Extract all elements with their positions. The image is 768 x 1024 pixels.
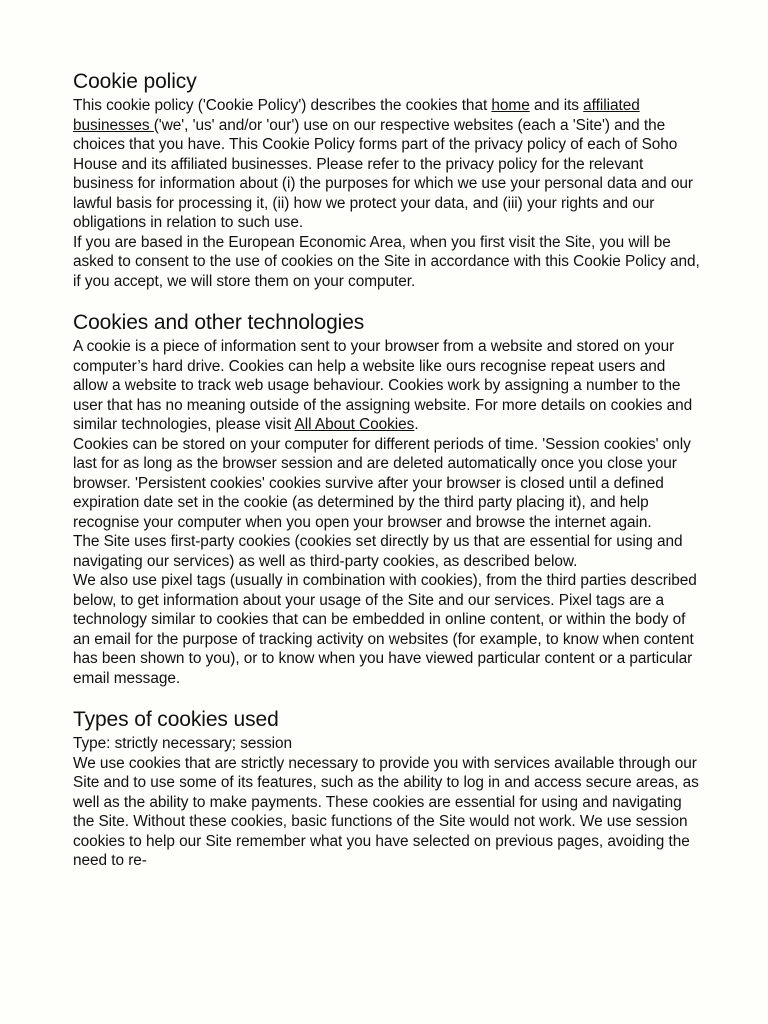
cookie-type-line: Type: strictly necessary; session [73,735,293,752]
home-link[interactable]: home [491,97,530,114]
cookies-tech-paragraph-3: The Site uses first-party cookies (cookies set directly by us that are essential for using and navigating our services) as well as third-party cookies, as described below. [73,533,683,570]
text-span: A cookie is a piece of information sent to your browser from a website and stored on your computer’s hard drive. Cookies can help a website like ours recognise repeat users and allow a website to track web usage behaviour. Cookies work by assigning a number to the user that has no meaning outside of the assigning website. For more details on cookies and similar technologies, please visit [73,338,693,433]
affiliated-businesses-link[interactable]: affiliated businesses [73,97,640,134]
heading-types-of-cookies-used: Types of cookies used [73,708,279,731]
all-about-cookies-link[interactable]: All About Cookies [294,416,415,433]
cookies-tech-paragraph-1 [73,337,703,435]
document-page [73,68,703,871]
text-span: ('we', 'us' and/or 'our') use on our respective websites (each a 'Site') and the choices that you have. This Cookie Policy forms part of the privacy policy of each of Soho House and its affiliated businesses. Please refer to the privacy policy for the relevant business for information about (i) the purposes for which we use your personal data and our lawful basis for processing it, (ii) how we protect your data, and (iii) your rights and our obligations in relation to such use. [73,116,693,231]
section-types-of-cookies-used [73,706,703,871]
cookie-policy-paragraph-1 [73,96,703,233]
heading-cookie-policy: Cookie policy [73,70,197,93]
section-cookie-policy [73,68,703,291]
text-span: . [414,416,419,433]
cookie-policy-paragraph-2: If you are based in the European Economic Area, when you first visit the Site, you will be asked to consent to the use of cookies on the Site in accordance with this Cookie Policy and, if you accept, we will store them on your computer. [73,233,700,290]
heading-cookies-and-other-technologies: Cookies and other technologies [73,311,365,334]
types-used-paragraph-1: We use cookies that are strictly necessary to provide you with services available through our Site and to use some of its features, such as the ability to log in and access secure areas, as well as the ability to make payments. These cookies are essential for using and navigating the Site. Without these cookies, basic functions of the Site would not work. We use session cookies to help our Site remember what you have selected on previous pages, avoiding the need to re- [73,754,699,869]
text-span: This cookie policy ('Cookie Policy') describes the cookies that [73,97,492,114]
text-span: and its [529,97,584,114]
cookies-tech-paragraph-2: Cookies can be stored on your computer for different periods of time. 'Session cookies' only last for as long as the browser session and are deleted automatically once you close your browser. 'Persistent cookies' cookies survive after your browser is closed until a defined expiration date set in the cookie (as determined by the third party placing it), and help recognise your computer when you open your browser and browse the internet again. [73,435,691,531]
section-cookies-and-other-technologies [73,309,703,688]
cookies-tech-paragraph-4: We also use pixel tags (usually in combination with cookies), from the third parties described below, to get information about your usage of the Site and our services. Pixel tags are a technology similar to cookies that can be embedded in online content, or within the body of an email for the purpose of tracking activity on websites (for example, to know when content has been shown to you), or to know when you have viewed particular content or a particular email message. [73,572,697,687]
